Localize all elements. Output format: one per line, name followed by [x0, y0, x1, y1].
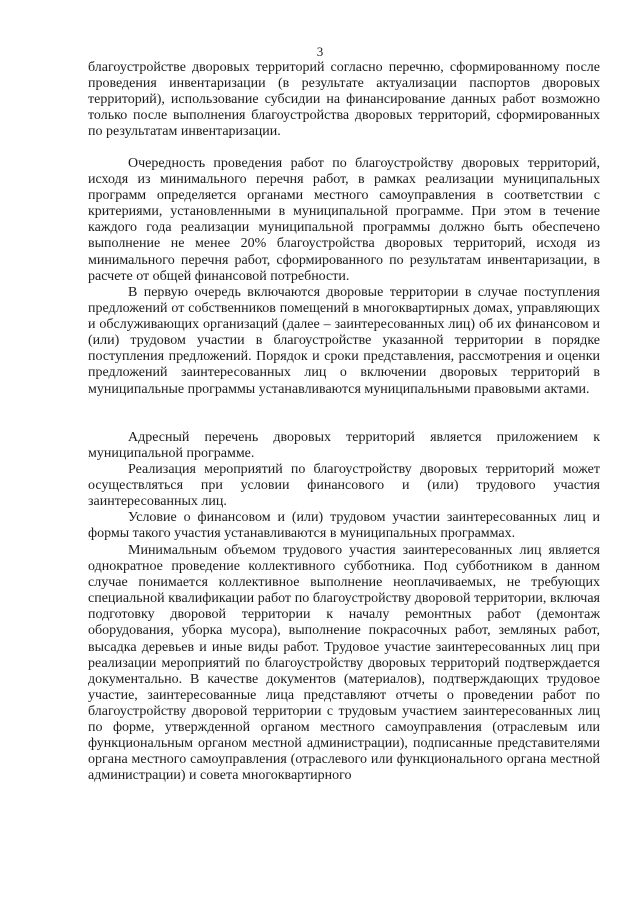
- paragraph-priority-inclusion: В первую очередь включаются дворовые территории в случае поступления предложений от собственников помещений в многоквартирных домах, управляющих и обслуживающих организаций (далее – заинтересованных лиц) об их финансовом и (или) трудовом участии в благоустройстве указанной территории в порядке поступления предложений. Порядок и сроки представления, рассмотрения и оценки предложений заинтересованных лиц о включении дворовых территорий в муниципальные программы устанавливаются муниципальными правовыми актами.: [88, 285, 600, 397]
- page-number: 3: [316, 44, 324, 59]
- paragraph-participation-forms: Условие о финансовом и (или) трудовом участии заинтересованных лиц и формы такого участия устанавливаются в муниципальных программах.: [88, 510, 600, 542]
- paragraph-work-order: Очередность проведения работ по благоустройству дворовых территорий, исходя из минимального перечня работ, в рамках реализации муниципальных программ определяется органами местного самоуправления в соответствии с критериями, установленными в муниципальной программе. При этом в течение каждого года реализации муниципальной программы должно быть обеспечено выполнение не менее 20% благоустройства дворовых территорий, исходя из минимального перечня работ, сформированного по результатам инвентаризации, в расчете от общей финансовой потребности.: [88, 156, 600, 284]
- paragraph-minimum-labor: Минимальным объемом трудового участия заинтересованных лиц является однократное проведение коллективного субботника. Под субботником в данном случае понимается коллективное выполнение неоплачиваемых, не требующих специальной квалификации работ по благоустройству дворовой территории, включая подготовку дворовой территории к началу ремонтных работ (демонтаж оборудования, уборка мусора), выполнение покрасочных работ, земляных работ, высадка деревьев и иные виды работ. Трудовое участие заинтересованных лиц при реализации мероприятий по благоустройству дворовых территорий подтверждается документально. В качестве документов (материалов), подтверждающих трудовое участие, заинтересованные лица представляют отчеты о проведении работ по благоустройству дворовой территории с трудовым участием заинтересованных лиц по форме, утвержденной органом местного самоуправления (отраслевым или функциональным органом местной администрации), подписанные представителями органа местного самоуправления (отраслевого или функционального органа местной администрации) и совета многоквартирного: [88, 543, 600, 784]
- paragraph-continuation: благоустройстве дворовых территорий согласно перечню, сформированному после проведения инвентаризации (в результате актуализации паспортов дворовых территорий), использование субсидии на финансирование данных работ возможно только после выполнения благоустройства дворовых территорий, сформированных по результатам инвентаризации.: [88, 60, 600, 140]
- paragraph-implementation-condition: Реализация мероприятий по благоустройству дворовых территорий может осуществляться при условии финансового и (или) трудового участия заинтересованных лиц.: [88, 462, 600, 510]
- paragraph-address-list: Адресный перечень дворовых территорий является приложением к муниципальной программе.: [88, 430, 600, 462]
